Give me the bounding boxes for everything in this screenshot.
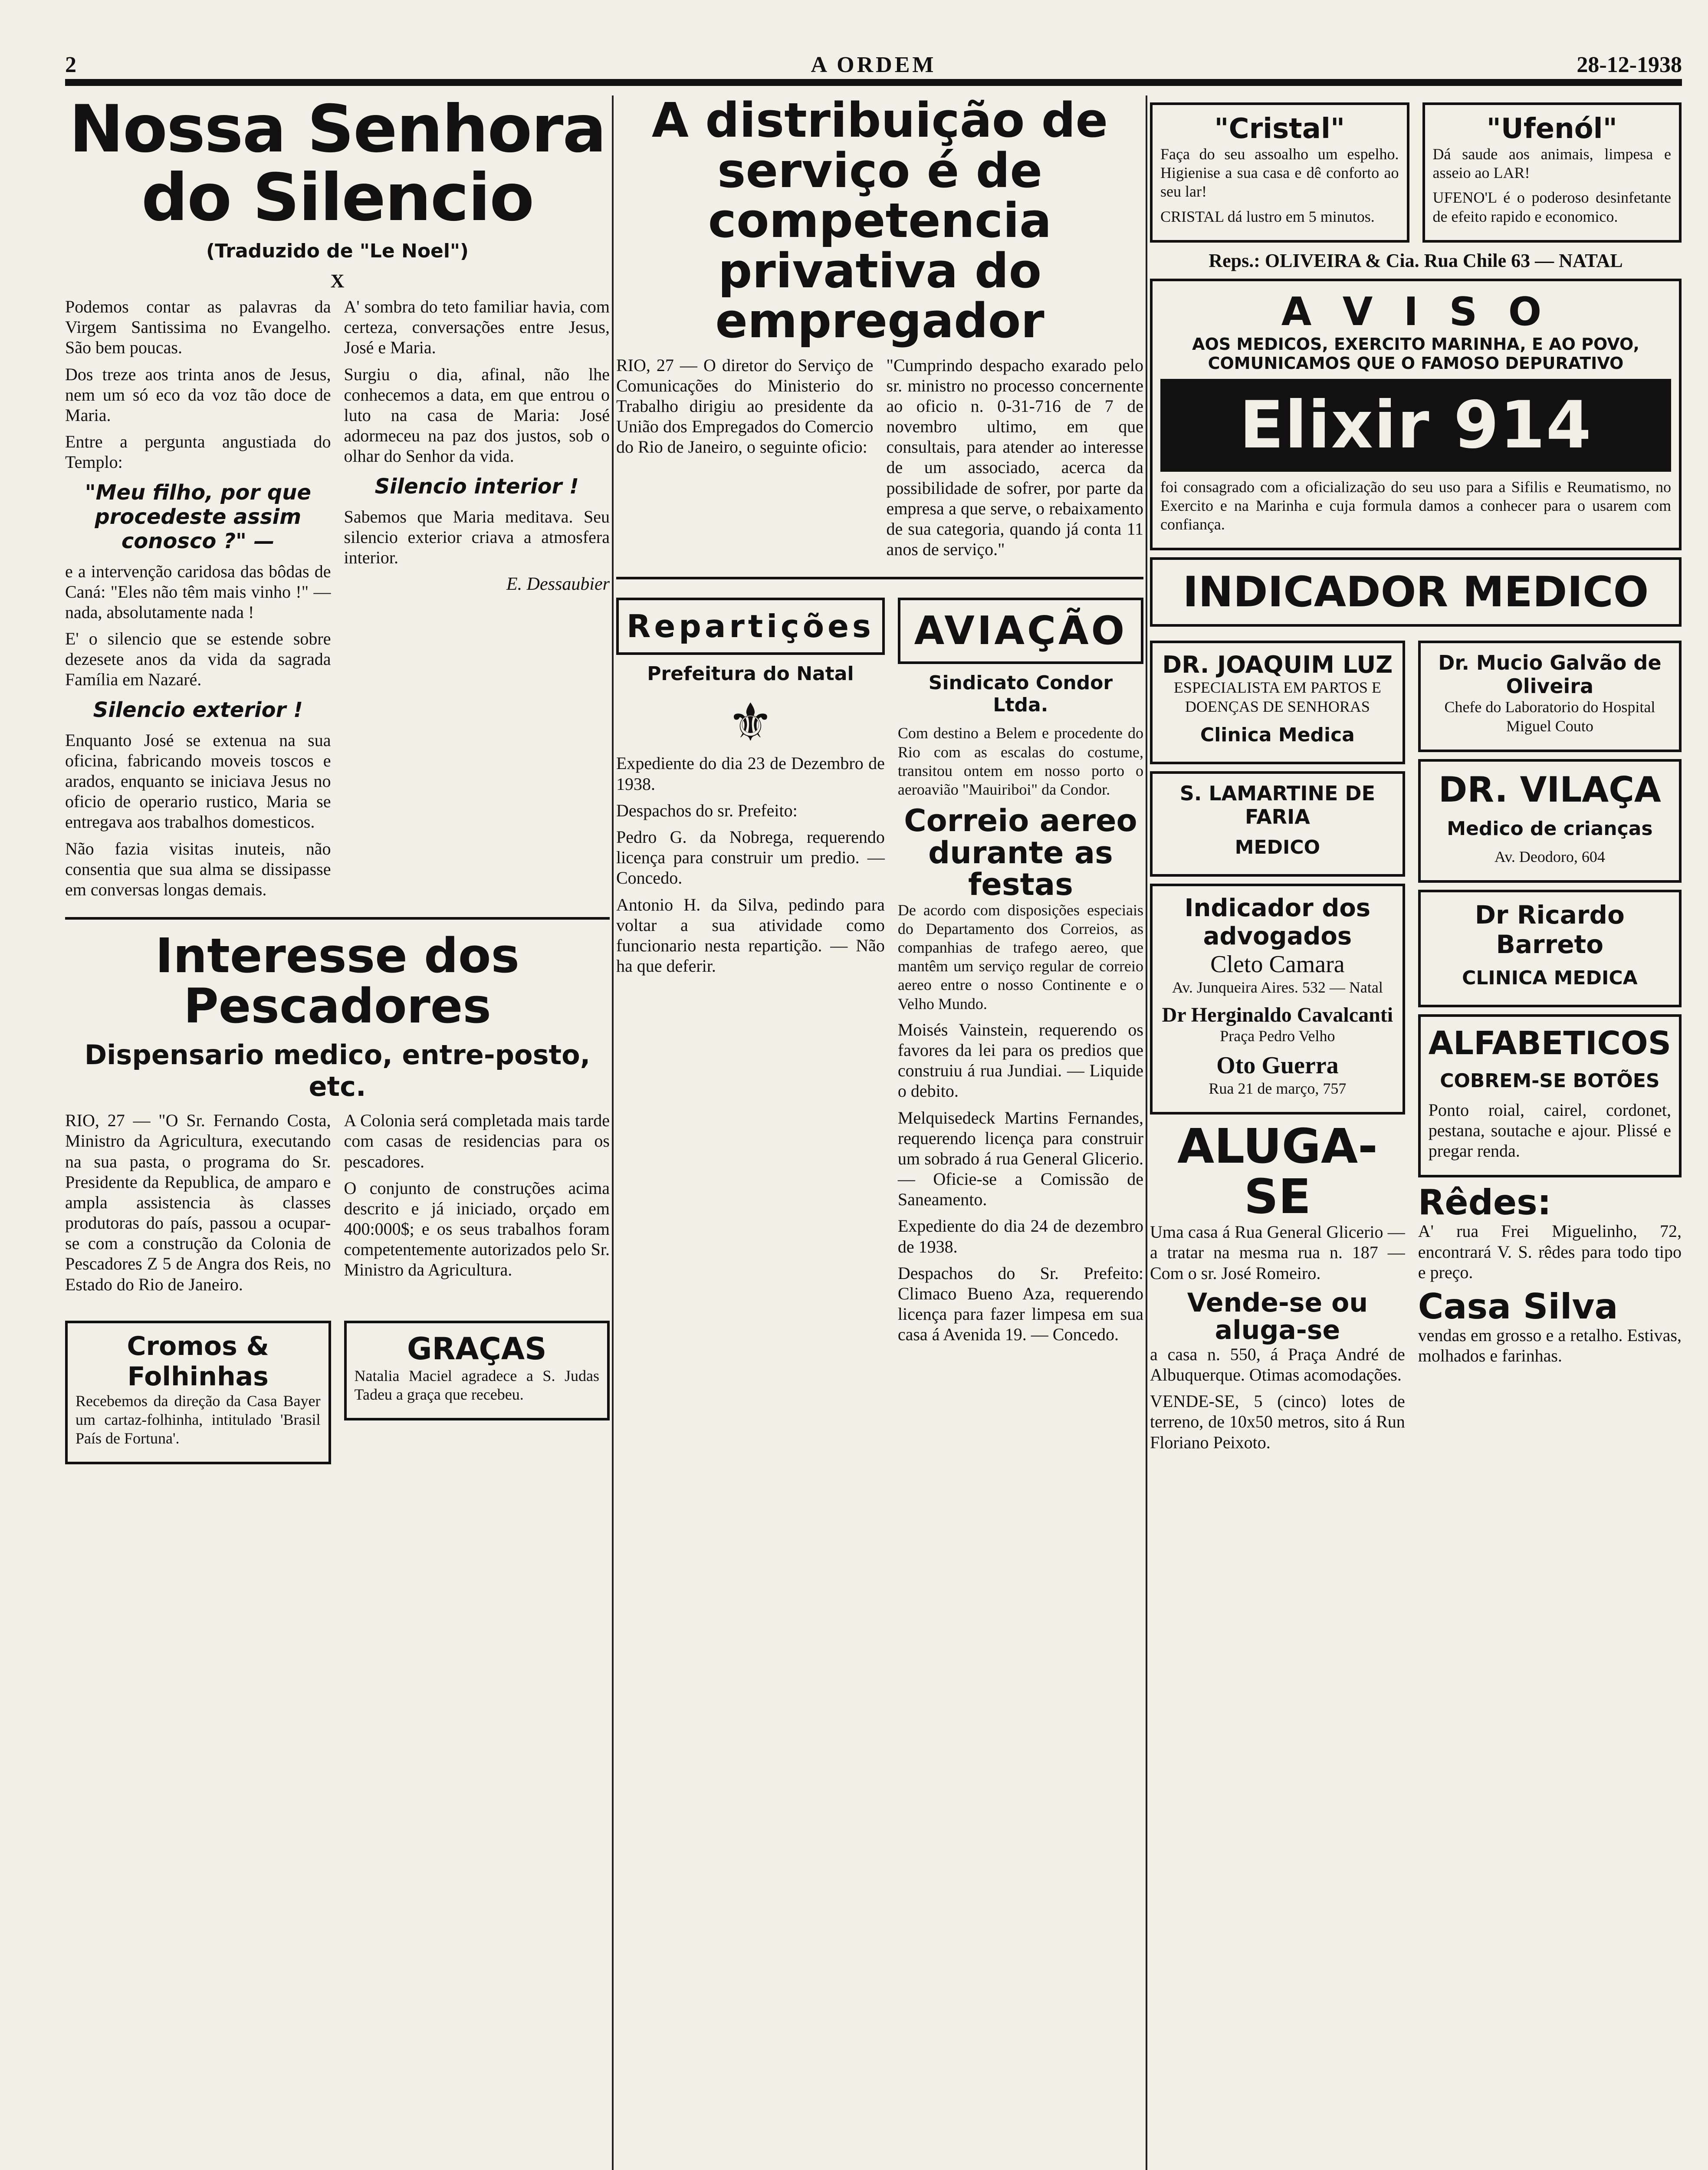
doctor-specialty: ESPECIALISTA EM PARTOS E DOENÇAS DE SENHORAS: [1173, 679, 1381, 715]
cristal-ad: [1150, 102, 1409, 243]
paragraph: Não fazia visitas inuteis, não consentia que sua alma se dissipasse em conversas longas demais.: [65, 838, 331, 899]
paragraph: Natalia Maciel agradece a S. Judas Tadeu a graça que recebeu.: [354, 1367, 599, 1403]
article-body: [616, 355, 1143, 566]
paragraph: Pedro G. da Nobrega, requerendo licença para construir um predio. — Concedo.: [616, 827, 885, 888]
paragraph: RIO, 27 — "O Sr. Fernando Costa, Ministro da Agricultura, executando na sua pasta, o programa do Sr. Presidente da Republica, de amparo e ampla assistencia às classes produtoras do país, passou a ocupar-se com a construção da Colonia de Pescadores Z 5 de Angra dos Reis, no Estado do Rio de Janeiro.: [65, 1111, 331, 1294]
box-title: Repartições: [627, 608, 874, 645]
top-ads: [1150, 95, 1682, 250]
classified-text: Uma casa á Rua General Glicerio — a tratar na mesma rua n. 187 — Com o sr. José Romeiro.: [1150, 1222, 1405, 1283]
doctor-specialty: CLINICA MEDICA: [1462, 967, 1638, 989]
paragraph: Antonio H. da Silva, pedindo para voltar a sua atividade como funcionario nesta repartição. — Não ha que deferir.: [616, 894, 885, 976]
doctor-specialty: Chefe do Laboratorio do Hospital Miguel Couto: [1444, 698, 1655, 735]
reparticoes-box: [616, 598, 885, 655]
doctor-name: Dr Ricardo Barreto: [1475, 900, 1625, 959]
box-subtitle: Prefeitura do Natal: [647, 663, 854, 685]
paragraph: O conjunto de construções acima descrito e já iniciado, orçado em 400:000$; e os seus trabalhos foram competentemente autorizados pelo Sr. Ministro da Agricultura.: [344, 1178, 610, 1280]
lawyer-address: Av. Junqueira Aires. 532 — Natal: [1172, 978, 1383, 996]
column-right: [1150, 95, 1682, 1459]
classified-title: Vende-se ou aluga-se: [1187, 1287, 1368, 1345]
paragraph: "Cumprindo despacho exarado pelo sr. ministro no processo concernente ao oficio n. 0-31-716 de 7 de novembro ultimo, em que consultais, para atender ao interesse de um associado, acerca da possibilidade de sofrer, por parte da empresa a que serve, o rebaixamento de sua categoria, quando já conta 11 anos de serviço.": [886, 355, 1143, 559]
alfabeticos-box: [1418, 1014, 1682, 1178]
doctor-name: Dr. Mucio Galvão de Oliveira: [1438, 651, 1662, 698]
divider: [65, 917, 610, 920]
classified-text: vendas em grosso e a retalho. Estivas, molhados e farinhas.: [1418, 1325, 1682, 1366]
doctor-card: [1418, 890, 1682, 1007]
classified-title: Casa Silva: [1418, 1286, 1618, 1327]
ad-title: "Ufenól": [1486, 113, 1617, 145]
paragraph: Com destino a Belem e procedente do Rio com as escalas do costume, transitou ontem em nosso porto o aeroavião "Mauiriboi" da Condor.: [897, 724, 1143, 798]
article-title: Correio aereo durante as festas: [904, 803, 1137, 903]
lawyer-name: Cleto Camara: [1210, 950, 1345, 978]
box-title: Indicador dos advogados: [1184, 894, 1371, 950]
box-subtitle: COBREM-SE BOTÕES: [1440, 1069, 1660, 1092]
paragraph: De acordo com disposições especiais do Departamento dos Correios, as companhias de trafego aereo, que mantêm um serviço regular de correio aereo entre o nosso Continente e o Velho Mundo.: [897, 901, 1143, 1013]
article-body: [65, 1110, 610, 1301]
paragraph: Enquanto José se extenua na sua oficina, fabricando moveis toscos e arados, enquanto se iniciava Jesus no oficio de operario rustico, Maria se entregava aos trabalhos domesticos.: [65, 730, 331, 832]
doctor-name: DR. VILAÇA: [1438, 769, 1661, 810]
doctor-card: [1418, 641, 1682, 752]
issue-date: 28-12-1938: [1577, 53, 1682, 77]
doctor-address: Av. Deodoro, 604: [1494, 848, 1605, 865]
paragraph: Expediente do dia 23 de Dezembro de 1938.: [616, 753, 885, 794]
column-middle: [616, 92, 1143, 1351]
product-banner: Elixir 914: [1160, 379, 1671, 472]
box-title: GRAÇAS: [407, 1331, 547, 1367]
column-left: [65, 92, 610, 1471]
aviso-ad: [1150, 279, 1682, 551]
ad-line: COMUNICAMOS QUE O FAMOSO DEPURATIVO: [1208, 353, 1624, 373]
ad-title: "Cristal": [1214, 113, 1345, 145]
article-title: Nossa Senhora do Silencio: [69, 92, 606, 236]
sub-columns: [616, 591, 1143, 1351]
article-subtitle: Dispensario medico, entre-posto, etc.: [84, 1039, 591, 1103]
top-bar: [65, 52, 1682, 78]
lower-blocks: [65, 1314, 610, 1472]
classified-title: ALUGA-SE: [1177, 1118, 1378, 1224]
top-rule: [65, 79, 1682, 86]
indicador-medico-banner: [1150, 557, 1682, 627]
ad-text: foi consagrado com a oficialização do seu uso para a Sifilis e Reumatismo, no Exercito e na Marinha e cuja formula damos a conhecer para o usarem com confiança.: [1160, 478, 1671, 533]
ad-title: A V I S O: [1281, 289, 1550, 335]
ad-text: Faça do seu assoalho um espelho. Higienise a sua casa e dê conforto ao seu lar!: [1160, 145, 1399, 201]
page-number: 2: [65, 53, 76, 77]
masthead: A ORDEM: [811, 53, 936, 77]
classified-title: Rêdes:: [1418, 1182, 1551, 1223]
classified-text: a casa n. 550, á Praça André de Albuquerque. Otimas acomodações.: [1150, 1344, 1405, 1384]
doctor-name: DR. JOAQUIM LUZ: [1162, 651, 1393, 679]
ufenol-ad: [1422, 102, 1682, 243]
article-title: Interesse dos Pescadores: [155, 928, 519, 1034]
ad-text: UFENO'L é o poderoso desinfetante de efeito rapido e economico.: [1432, 189, 1671, 225]
pull-quote: "Meu filho, por que procedeste assim conosco ?" —: [85, 480, 311, 553]
section-heading: Silencio exterior !: [93, 697, 303, 722]
article-title: A distribuição de serviço é de competencia privativa do empregador: [651, 92, 1108, 349]
ad-line: AOS MEDICOS, EXERCITO MARINHA, E AO POVO,: [1192, 334, 1639, 354]
paragraph: Sabemos que Maria meditava. Seu silencio exterior criava a atmosfera interior.: [344, 506, 610, 567]
advogados-box: [1150, 884, 1405, 1115]
doctor-listings: [1150, 634, 1682, 1458]
paragraph: RIO, 27 — O diretor do Serviço de Comunicações do Ministerio do Trabalho dirigiu ao presidente da União dos Empregados do Comercio do Rio de Janeiro, o seguinte oficio:: [616, 355, 874, 457]
paragraph: Dos treze aos trinta anos de Jesus, nem um só eco da voz tão doce de Maria.: [65, 364, 331, 425]
doctor-card: [1150, 771, 1405, 877]
classified-text: Ponto roial, cairel, cordonet, pestana, soutache e ajour. Plissé e pregar renda.: [1428, 1100, 1671, 1161]
article-body: [65, 296, 610, 906]
paragraph: Despachos do Sr. Prefeito: Climaco Bueno Aza, requerendo licença para fazer limpesa em sua casa á Avenida 19. — Concedo.: [897, 1263, 1143, 1345]
reps-line: Reps.: OLIVEIRA & Cia. Rua Chile 63 — NATAL: [1209, 250, 1623, 271]
section-title: INDICADOR MEDICO: [1182, 568, 1649, 617]
paragraph: A Colonia será completada mais tarde com casas de residencias para os pescadores.: [344, 1111, 610, 1171]
lawyer-name: Oto Guerra: [1216, 1052, 1339, 1079]
classified-text: A' rua Frei Miguelinho, 72, encontrará V. S. rêdes para todo tipo e preço.: [1418, 1221, 1682, 1282]
doctor-card: [1150, 641, 1405, 764]
column-divider: [612, 95, 614, 2170]
doctor-specialty: MEDICO: [1235, 836, 1320, 858]
article-subtitle: (Traduzido de "Le Noel"): [206, 240, 469, 262]
gracas-box: [344, 1321, 610, 1420]
divider: [616, 577, 1143, 579]
paragraph: Expediente do dia 24 de dezembro de 1938.: [897, 1216, 1143, 1256]
paragraph: Despachos do sr. Prefeito:: [616, 800, 798, 820]
paragraph: Podemos contar as palavras da Virgem Santissima no Evangelho. São bem poucas.: [65, 297, 331, 358]
classified-text: VENDE-SE, 5 (cinco) lotes de terreno, de 10x50 metros, sito á Run Floriano Peixoto.: [1150, 1391, 1405, 1452]
doctor-card: [1418, 759, 1682, 883]
byline: E. Dessaubier: [506, 574, 610, 595]
paragraph: E' o silencio que se estende sobre dezesete anos da vida da sagrada Família em Nazaré.: [65, 629, 331, 690]
cromos-box: [65, 1321, 331, 1465]
doctor-name: S. LAMARTINE DE FARIA: [1179, 781, 1376, 829]
coat-of-arms-icon: ⚜: [727, 694, 774, 752]
section-marker: X: [330, 270, 345, 292]
aviacao-box: [898, 598, 1143, 664]
lawyer-address: Praça Pedro Velho: [1220, 1027, 1335, 1045]
paragraph: Recebemos da direção da Casa Bayer um cartaz-folhinha, intitulado 'Brasil País de Fortuna'.: [76, 1392, 321, 1447]
paragraph: Moisés Vainstein, requerendo os favores da lei para os predios que construiu á rua Jundiai. — Liquide o debito.: [897, 1019, 1143, 1101]
lawyer-address: Rua 21 de março, 757: [1209, 1080, 1347, 1098]
doctor-specialty: Medico de crianças: [1447, 817, 1653, 840]
paragraph: Surgiu o dia, afinal, não lhe conhecemos a data, em que entrou o luto na casa de Maria: José adormeceu na paz dos justos, sob o olhar do Senhor da vida.: [344, 364, 610, 466]
doctor-clinic: Clinica Medica: [1200, 723, 1355, 746]
box-subtitle: Sindicato Condor Ltda.: [928, 672, 1113, 717]
paragraph: Melquisedeck Martins Fernandes, requerendo licença para construir um sobrado á rua General Glicerio. — Oficie-se a Comissão de Saneamento.: [897, 1108, 1143, 1210]
lawyer-name: Dr Herginaldo Cavalcanti: [1162, 1003, 1393, 1026]
ad-text: CRISTAL dá lustro em 5 minutos.: [1160, 207, 1375, 225]
box-title: Cromos & Folhinhas: [127, 1331, 269, 1392]
paragraph: A' sombra do teto familiar havia, com certeza, conversações entre Jesus, José e Maria.: [344, 297, 610, 358]
box-title: ALFABETICOS: [1428, 1024, 1671, 1062]
paragraph: Entre a pergunta angustiada do Templo:: [65, 432, 331, 472]
box-title: AVIAÇÃO: [914, 608, 1127, 654]
section-heading: Silencio interior !: [374, 474, 579, 499]
ad-text: Dá saude aos animais, limpesa e asseio ao LAR!: [1432, 145, 1671, 182]
column-divider: [1146, 95, 1147, 2170]
paragraph: e a intervenção caridosa das bôdas de Caná: "Eles não têm mais vinho !" — nada, absolutamente nada !: [65, 561, 331, 622]
